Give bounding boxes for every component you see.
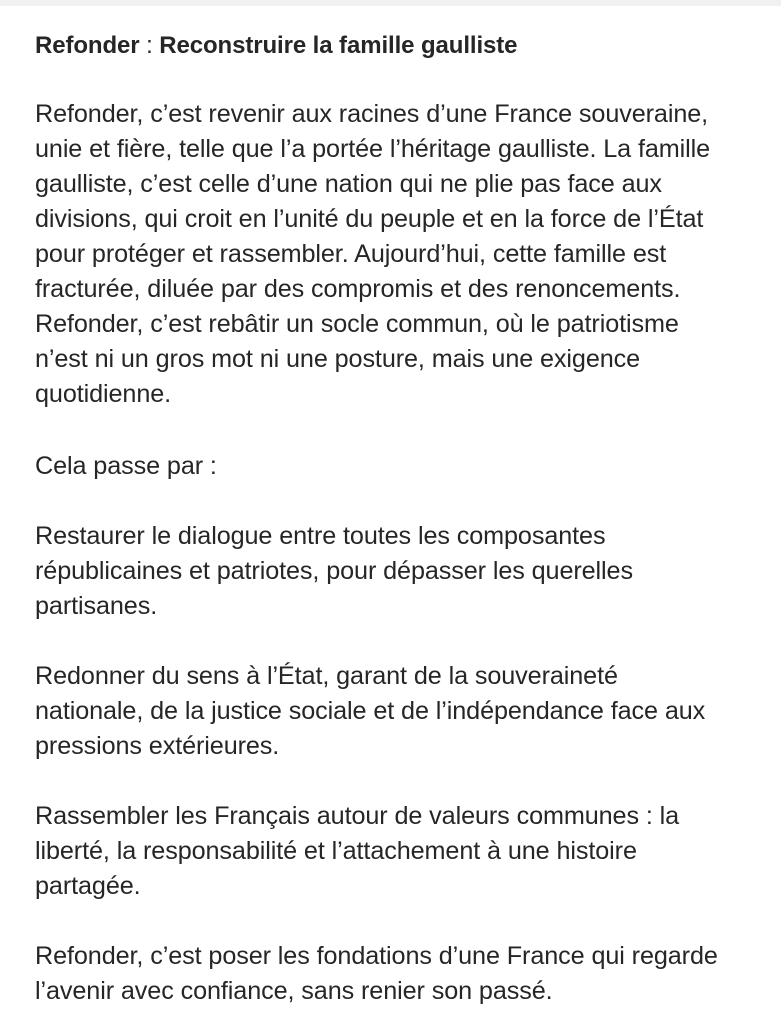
text-line: Refonder, c’est rebâtir un socle commun, où le patriotisme: [35, 310, 679, 338]
top-divider: [0, 0, 781, 6]
text-line: partisanes.: [35, 592, 158, 620]
intro-paragraph: [35, 97, 710, 412]
point-rassembler-paragraph: [35, 799, 679, 904]
title-rest: Reconstruire la famille gaulliste: [159, 32, 518, 59]
lead-in-paragraph: [35, 449, 217, 484]
text-line: Redonner du sens à l’État, garant de la souveraineté: [35, 662, 618, 690]
title-main: Refonder: [35, 32, 140, 59]
text-line: gaulliste, c’est celle d’une nation qui ne plie pas face aux: [35, 170, 662, 198]
text-line: n’est ni un gros mot ni une posture, mais une exigence: [35, 345, 641, 373]
point-etat-paragraph: [35, 659, 705, 764]
text-line: divisions, qui croit en l’unité du peuple et en la force de l’État: [35, 205, 704, 233]
text-line: Refonder, c’est poser les fondations d’une France qui regarde: [35, 942, 718, 970]
text-line: Refonder, c’est revenir aux racines d’une France souveraine,: [35, 100, 709, 128]
title-separator: :: [139, 32, 160, 59]
conclusion-paragraph: [35, 939, 718, 1009]
text-line: partagée.: [35, 872, 141, 900]
text-line: quotidienne.: [35, 380, 172, 408]
text-line: Restaurer le dialogue entre toutes les composantes: [35, 522, 606, 550]
text-line: républicaines et patriotes, pour dépasser les querelles: [35, 557, 633, 585]
text-line: pour protéger et rassembler. Aujourd’hui, cette famille est: [35, 240, 667, 268]
text-line: l’avenir avec confiance, sans renier son passé.: [35, 977, 553, 1005]
text-line: Cela passe par :: [35, 452, 217, 480]
point-dialogue-paragraph: [35, 519, 633, 624]
text-line: nationale, de la justice sociale et de l’indépendance face aux: [35, 697, 706, 725]
text-line: pressions extérieures.: [35, 732, 280, 760]
document-title: [35, 28, 517, 63]
text-line: liberté, la responsabilité et l’attachement à une histoire: [35, 837, 637, 865]
text-line: Rassembler les Français autour de valeurs communes : la: [35, 802, 680, 830]
text-line: unie et fière, telle que l’a portée l’héritage gaulliste. La famille: [35, 135, 711, 163]
text-line: fracturée, diluée par des compromis et des renoncements.: [35, 275, 681, 303]
